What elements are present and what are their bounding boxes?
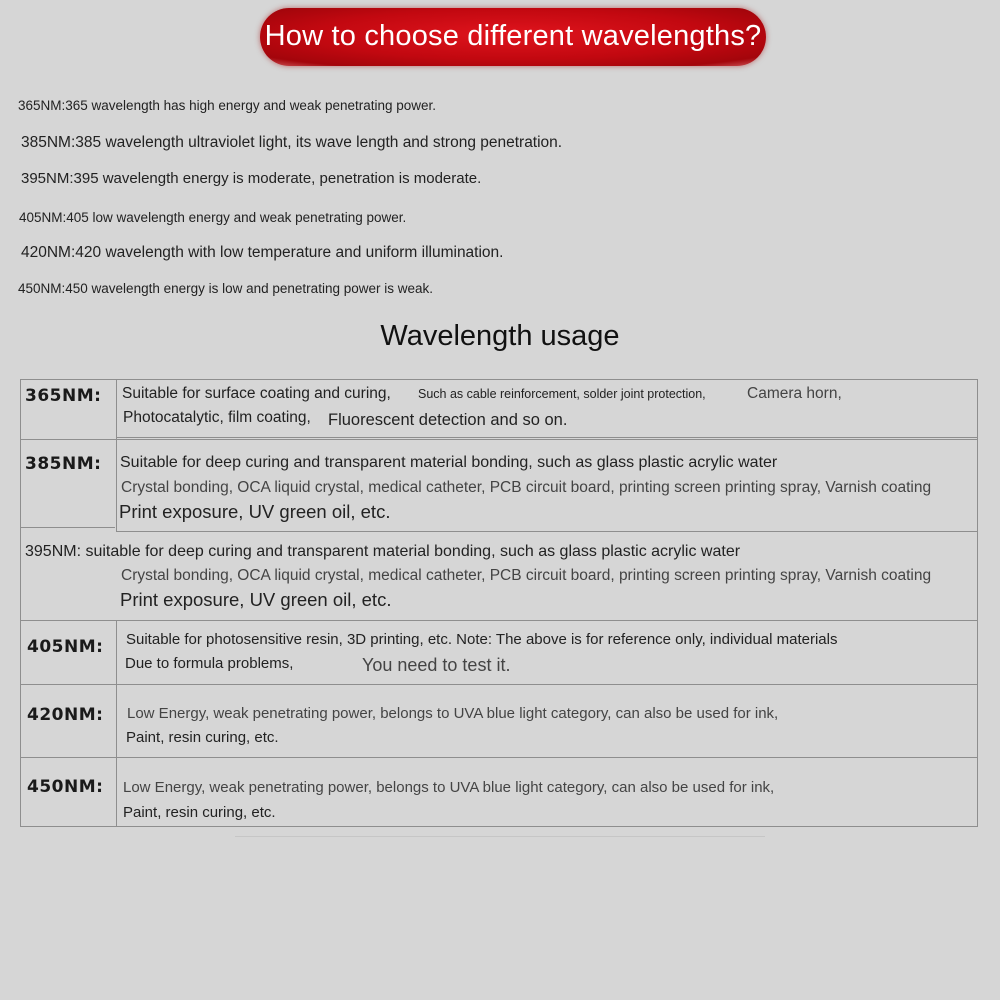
row-365-text-line2b: Fluorescent detection and so on. bbox=[328, 411, 568, 429]
row-395-text-line3: Print exposure, UV green oil, etc. bbox=[120, 589, 392, 610]
row-385-text-line2: Crystal bonding, OCA liquid crystal, medical catheter, PCB circuit board, printing screen printing spray, Varnish coating bbox=[121, 479, 932, 496]
bottom-divider bbox=[235, 836, 765, 837]
row-365-text-line2: Photocatalytic, film coating, bbox=[123, 409, 311, 426]
row-label-420: 420NM: bbox=[27, 705, 104, 725]
row-label-385: 385NM: bbox=[25, 454, 102, 474]
title-banner bbox=[260, 8, 766, 66]
column-divider bbox=[116, 380, 117, 532]
row-395-text-line1: 395NM: suitable for deep curing and transparent material bonding, such as glass plastic acrylic water bbox=[25, 543, 741, 560]
row-405-text-line2: Due to formula problems, bbox=[125, 655, 294, 672]
usage-table bbox=[20, 379, 978, 827]
row-divider bbox=[21, 527, 115, 528]
row-450-text-line2: Paint, resin curing, etc. bbox=[123, 804, 276, 821]
row-405-text-line1: Suitable for photosensitive resin, 3D printing, etc. Note: The above is for reference only, individual materials bbox=[126, 631, 838, 648]
row-divider bbox=[21, 620, 977, 621]
row-365-text-extra: Camera horn, bbox=[747, 385, 842, 402]
usage-title: Wavelength usage bbox=[380, 320, 620, 352]
row-450-text-line1: Low Energy, weak penetrating power, belongs to UVA blue light category, can also be used for ink, bbox=[123, 779, 775, 796]
row-385-text-line3: Print exposure, UV green oil, etc. bbox=[119, 501, 391, 522]
row-divider bbox=[116, 531, 977, 532]
row-420-text-line1: Low Energy, weak penetrating power, belongs to UVA blue light category, can also be used for ink, bbox=[127, 705, 779, 722]
wavelength-line-420: 420NM:420 wavelength with low temperature and uniform illumination. bbox=[21, 244, 504, 261]
row-divider bbox=[116, 437, 977, 438]
wavelength-line-395: 395NM:395 wavelength energy is moderate, penetration is moderate. bbox=[21, 170, 482, 187]
row-420-text-line2: Paint, resin curing, etc. bbox=[126, 729, 279, 746]
row-395-text-line2: Crystal bonding, OCA liquid crystal, medical catheter, PCB circuit board, printing screen printing spray, Varnish coating bbox=[121, 567, 932, 584]
row-label-450: 450NM: bbox=[27, 777, 104, 797]
wavelength-line-385: 385NM:385 wavelength ultraviolet light, its wave length and strong penetration. bbox=[21, 134, 563, 151]
row-405-text-line2b: You need to test it. bbox=[362, 655, 511, 675]
row-385-text-line1: Suitable for deep curing and transparent material bonding, such as glass plastic acrylic water bbox=[120, 454, 778, 471]
wavelength-line-405: 405NM:405 low wavelength energy and weak penetrating power. bbox=[19, 210, 407, 225]
wavelength-line-450: 450NM:450 wavelength energy is low and penetrating power is weak. bbox=[18, 281, 433, 296]
banner-title: How to choose different wavelengths? bbox=[264, 19, 762, 52]
row-divider bbox=[21, 757, 977, 758]
row-label-365: 365NM: bbox=[25, 386, 102, 406]
row-365-text: Suitable for surface coating and curing, bbox=[122, 385, 391, 402]
row-divider bbox=[21, 439, 977, 440]
row-365-text-small: Such as cable reinforcement, solder joint protection, bbox=[418, 387, 706, 401]
row-label-405: 405NM: bbox=[27, 637, 104, 657]
column-divider bbox=[116, 620, 117, 827]
row-divider bbox=[21, 684, 977, 685]
wavelength-line-365: 365NM:365 wavelength has high energy and weak penetrating power. bbox=[18, 98, 437, 113]
